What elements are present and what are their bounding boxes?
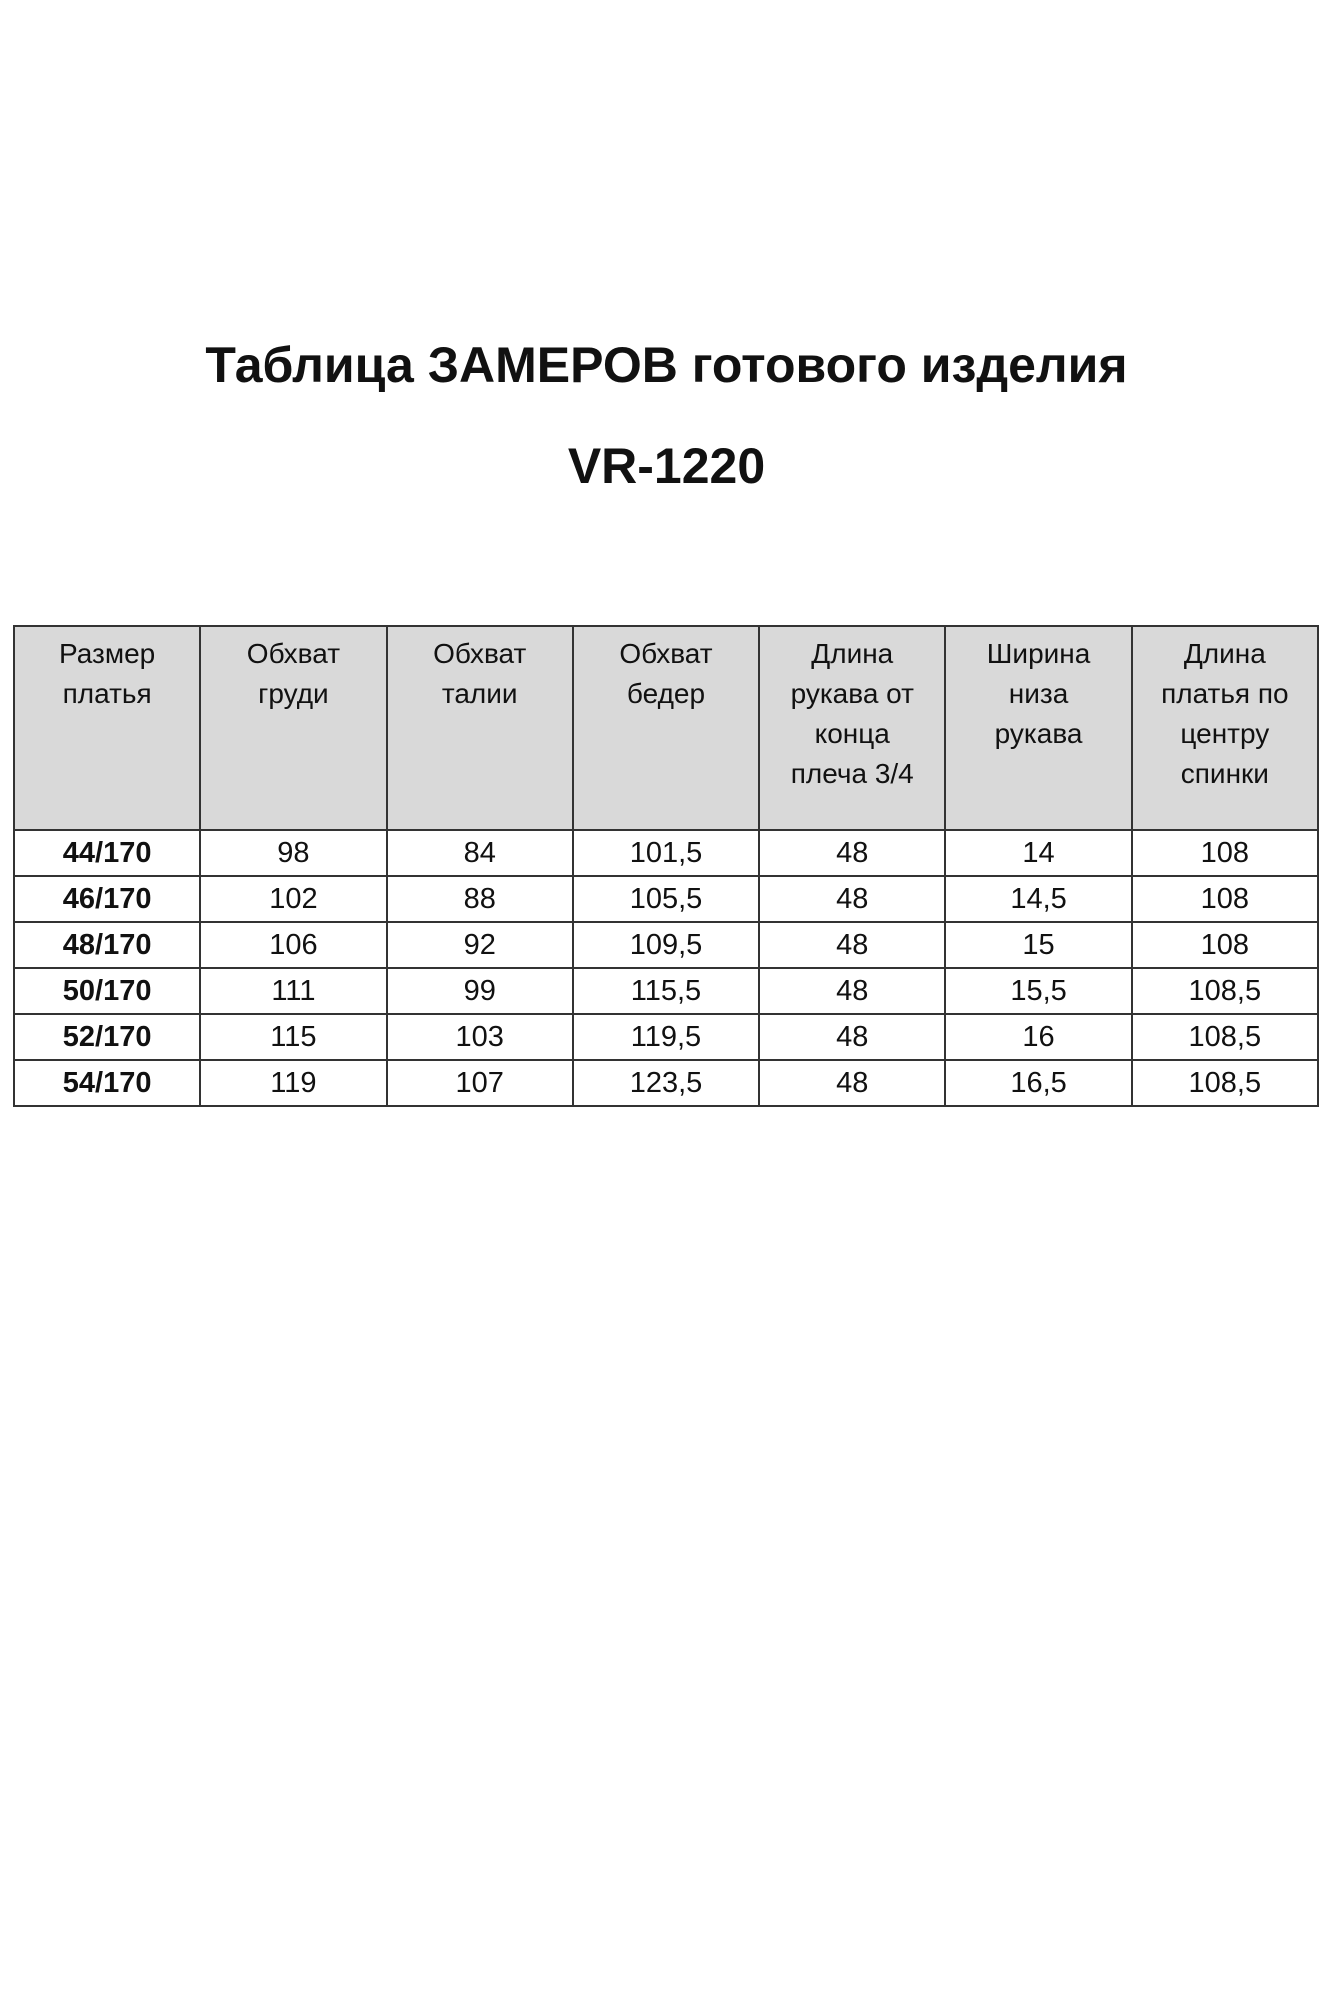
dress-length-cell: 108,5	[1132, 1060, 1318, 1106]
sleeve-length-cell: 48	[759, 1060, 945, 1106]
bust-cell: 115	[200, 1014, 386, 1060]
hip-cell: 105,5	[573, 876, 759, 922]
model-code: VR-1220	[567, 438, 766, 494]
waist-cell: 103	[387, 1014, 573, 1060]
sleeve-length-cell: 48	[759, 830, 945, 876]
size-cell: 50/170	[14, 968, 200, 1014]
dress-length-cell: 108	[1132, 876, 1318, 922]
bust-cell: 111	[200, 968, 386, 1014]
bust-cell: 98	[200, 830, 386, 876]
page-title: Таблица ЗАМЕРОВ готового изделия	[205, 337, 1128, 393]
table-header-row	[14, 626, 1318, 830]
sleeve-width-cell: 14	[945, 830, 1131, 876]
table-row	[14, 830, 1318, 876]
dress-length-cell: 108,5	[1132, 968, 1318, 1014]
sleeve-length-cell: 48	[759, 922, 945, 968]
size-cell: 44/170	[14, 830, 200, 876]
table-row	[14, 1060, 1318, 1106]
size-cell: 46/170	[14, 876, 200, 922]
size-cell: 52/170	[14, 1014, 200, 1060]
hip-cell: 109,5	[573, 922, 759, 968]
sleeve-length-cell: 48	[759, 876, 945, 922]
table-row	[14, 1014, 1318, 1060]
sleeve-width-cell: 16	[945, 1014, 1131, 1060]
header-sleeve-length: Длина рукава от конца плеча 3/4	[759, 626, 945, 830]
sleeve-width-cell: 15,5	[945, 968, 1131, 1014]
header-dress-size: Размер платья	[14, 626, 200, 830]
bust-cell: 102	[200, 876, 386, 922]
sleeve-width-cell: 15	[945, 922, 1131, 968]
header-bust-girth: Обхват груди	[200, 626, 386, 830]
header-hip-girth: Обхват бедер	[573, 626, 759, 830]
hip-cell: 119,5	[573, 1014, 759, 1060]
bust-cell: 106	[200, 922, 386, 968]
waist-cell: 99	[387, 968, 573, 1014]
sleeve-length-cell: 48	[759, 968, 945, 1014]
sleeve-length-cell: 48	[759, 1014, 945, 1060]
header-dress-length: Длина платья по центру спинки	[1132, 626, 1318, 830]
hip-cell: 101,5	[573, 830, 759, 876]
header-sleeve-bottom-width: Ширина низа рукава	[945, 626, 1131, 830]
bust-cell: 119	[200, 1060, 386, 1106]
hip-cell: 123,5	[573, 1060, 759, 1106]
waist-cell: 84	[387, 830, 573, 876]
table-row	[14, 968, 1318, 1014]
sleeve-width-cell: 16,5	[945, 1060, 1131, 1106]
dress-length-cell: 108	[1132, 922, 1318, 968]
hip-cell: 115,5	[573, 968, 759, 1014]
sleeve-width-cell: 14,5	[945, 876, 1131, 922]
dress-length-cell: 108,5	[1132, 1014, 1318, 1060]
size-cell: 54/170	[14, 1060, 200, 1106]
size-measurements-table	[13, 625, 1319, 1107]
header-waist-girth: Обхват талии	[387, 626, 573, 830]
table-row	[14, 876, 1318, 922]
waist-cell: 88	[387, 876, 573, 922]
dress-length-cell: 108	[1132, 830, 1318, 876]
size-cell: 48/170	[14, 922, 200, 968]
table-row	[14, 922, 1318, 968]
waist-cell: 107	[387, 1060, 573, 1106]
waist-cell: 92	[387, 922, 573, 968]
